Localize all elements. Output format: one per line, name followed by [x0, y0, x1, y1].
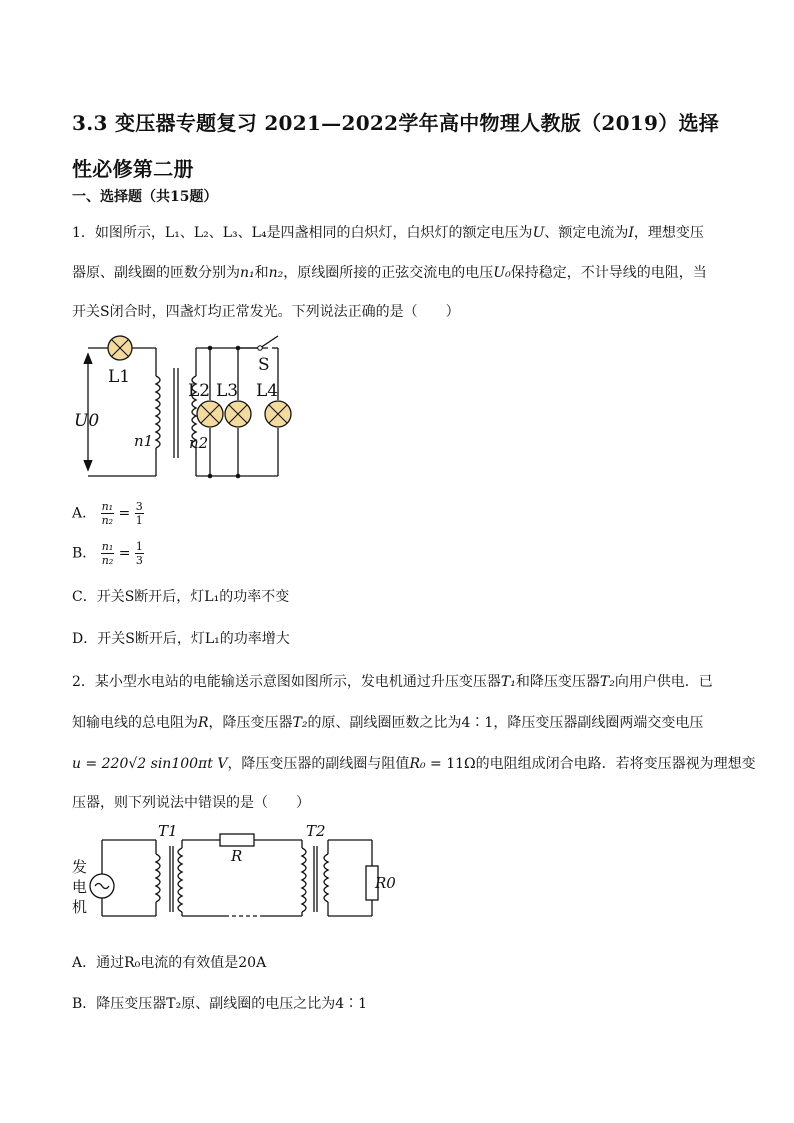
q1-circuit-diagram — [70, 328, 300, 488]
q2-line-3: u = 220√2 sin100πt V，降压变压器的副线圈与阻值R₀ = 11Ω的电阻组成闭合电路．若将变压器视为理想变 — [72, 756, 756, 772]
q1-text: 、额定电流为 — [544, 225, 629, 241]
option-label: B． — [72, 545, 97, 562]
q1-var-n2: n₂ — [268, 265, 284, 281]
fraction-n1-n2: $\frac{\text{n₁}}{\text{n₂}}$ — [101, 500, 114, 527]
label-r0: R0 — [375, 874, 396, 892]
q1-line-3: 开关S闭合时，四盏灯均正常发光。下列说法正确的是（ ） — [72, 304, 460, 320]
q1-line-1 — [72, 222, 704, 242]
q2-formula: u = 220√2 sin100πt V — [72, 756, 228, 772]
q1-line-2 — [72, 262, 707, 282]
q2-var-t2: T₂ — [599, 674, 615, 690]
q1-text: 和 — [254, 265, 269, 281]
q2-line-1: 2．某小型水电站的电能输送示意图如图所示，发电机通过升压变压器T₁和降压变压器T₂向用户供电．已 — [72, 674, 713, 690]
label-generator-1: 发 — [72, 858, 88, 876]
label-t1: T1 — [158, 822, 178, 840]
q1-text: 保持稳定，不计导线的电阻，当 — [510, 265, 707, 281]
q1-option-c[interactable]: C．开关S断开后，灯L₁的功率不变 — [72, 589, 290, 605]
q1-var-n1: n₁ — [240, 265, 255, 281]
q2-var-r: R — [198, 715, 209, 731]
q2-option-b[interactable]: B．降压变压器T₂原、副线圈的电压之比为4∶1 — [72, 996, 368, 1012]
q1-var-u: U — [532, 225, 545, 241]
label-l1: L1 — [108, 367, 131, 387]
equals-sign: = — [118, 545, 131, 562]
label-r: R — [231, 847, 243, 865]
label-l2: L2 — [188, 381, 211, 401]
label-u0: U0 — [74, 411, 100, 431]
label-l4: L4 — [256, 381, 279, 401]
q1-text: 器原、副线圈的匝数分别为 — [72, 265, 240, 281]
equals-sign: = — [118, 505, 131, 522]
q2-line-2: 知输电线的总电阻为R，降压变压器T₂的原、副线圈匝数之比为4∶1，降压变压器副线圈两端交变电压 — [72, 715, 704, 731]
fraction-n1-n2: $\frac{\text{n₁}}{\text{n₂}}$ — [101, 540, 114, 567]
q1-lamps: L₁、L₂、L₃、L₄ — [164, 225, 267, 241]
q1-option-a[interactable] — [72, 500, 144, 527]
resistor-r-icon — [220, 834, 254, 846]
q1-var-u0: U₀ — [493, 265, 511, 281]
fraction-value: $\frac{1}{3}$ — [135, 540, 143, 567]
q1-text: ，原线圈所接的正弦交流电的电压 — [283, 265, 494, 281]
page-title: 3.3 变压器专题复习 2021—2022学年高中物理人教版（2019）选择性必修第二册 — [72, 111, 720, 181]
q1-option-b[interactable] — [72, 540, 144, 567]
label-l3: L3 — [216, 381, 239, 401]
q1-text: 1．如图所示， — [72, 225, 165, 241]
label-switch-s: S — [258, 355, 270, 375]
q1-var-i: I — [628, 225, 634, 241]
q2-power-transmission-diagram — [70, 820, 400, 932]
fraction-value: $\frac{3}{1}$ — [135, 500, 143, 527]
q1-text: 是四盏相同的白炽灯，白炽灯的额定电压为 — [266, 225, 533, 241]
label-n2: n2 — [189, 434, 209, 452]
label-n1: n1 — [134, 432, 154, 450]
q2-var-t1: T₁ — [500, 674, 516, 690]
label-t2: T2 — [306, 822, 326, 840]
q1-text: ，理想变压 — [633, 225, 704, 241]
option-label: A． — [72, 505, 97, 522]
section-heading: 一、选择题（共15题） — [72, 189, 218, 205]
q2-var-t2: T₂ — [292, 715, 308, 731]
label-generator-2: 电 — [72, 878, 88, 896]
label-generator-3: 机 — [72, 898, 88, 916]
q2-option-a[interactable]: A．通过R₀电流的有效值是20A — [72, 955, 267, 971]
q2-var-r0: R₀ — [409, 756, 426, 772]
q1-option-d[interactable]: D．开关S断开后，灯L₁的功率增大 — [72, 631, 290, 647]
q2-line-4: 压器，则下列说法中错误的是（ ） — [72, 795, 310, 811]
